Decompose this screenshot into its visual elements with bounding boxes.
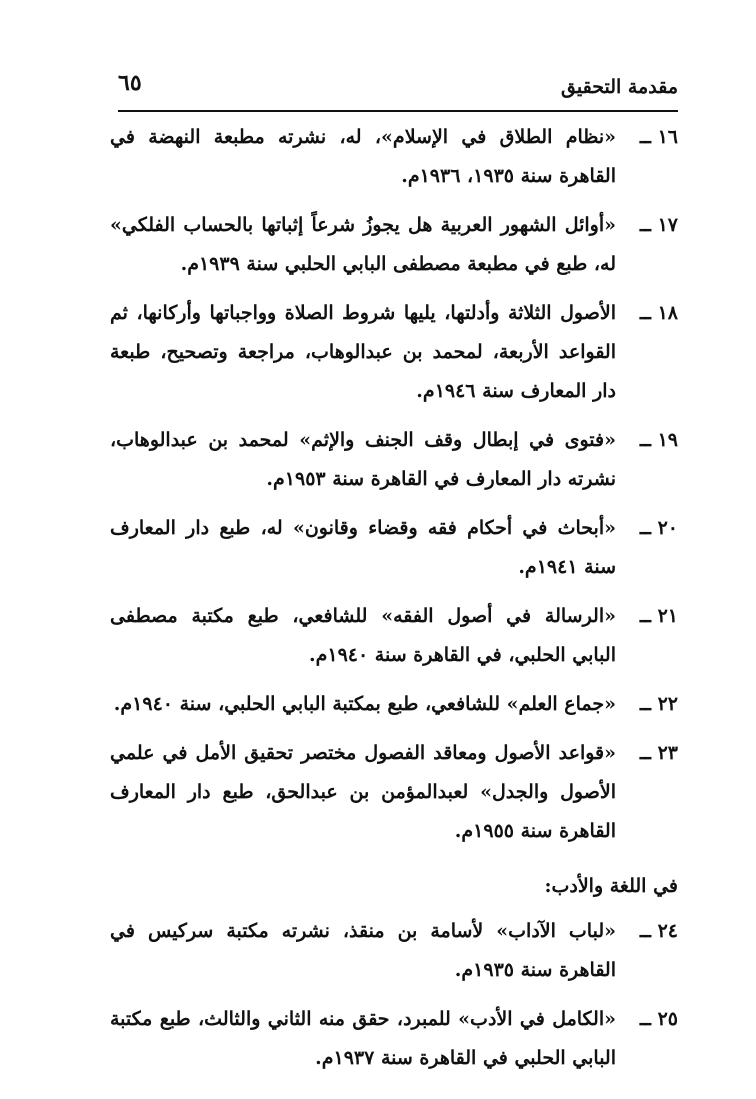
entry-text: «الرسالة في أصول الفقه» للشافعي، طبع مكتبة مصطفى البابي الحلبي، في القاهرة سنة ١٩٤٠م. [110,605,616,666]
entry-number: ٢٥ ــ [639,1008,678,1030]
bibliography-entry-21 [110,597,678,675]
bibliography-entry-23 [110,734,678,851]
bibliography-entry-16 [110,118,678,196]
entry-number: ١٩ ــ [639,429,678,451]
entry-text: «أوائل الشهور العربية هل يجوزُ شرعاً إثباتها بالحساب الفلكي» له، طبع في مطبعة مصطفى البابي الحلبي سنة ١٩٣٩م. [110,214,616,275]
bibliography-entry-20 [110,509,678,587]
entry-number: ١٨ ــ [639,302,678,324]
entry-text: «فتوى في إبطال وقف الجنف والإثم» لمحمد بن عبدالوهاب، نشرته دار المعارف في القاهرة سنة ١٩٥٣م. [110,429,616,490]
entry-number: ١٧ ــ [639,214,678,236]
page-number: ٦٥ [118,70,142,96]
entry-text: «أبحاث في أحكام فقه وقضاء وقانون» له، طبع دار المعارف سنة ١٩٤١م. [110,517,616,578]
bibliography-list [110,118,678,1088]
entry-text: «قواعد الأصول ومعاقد الفصول مختصر تحقيق الأمل في علمي الأصول والجدل» لعبدالمؤمن بن عبدالحق، طبع دار المعارف القاهرة سنة ١٩٥٥م. [110,742,616,842]
entry-number: ١٦ ــ [639,126,678,148]
entry-number: ٢٠ ــ [639,517,678,539]
entry-number: ٢٢ ــ [639,693,678,715]
bibliography-entry-25 [110,1000,678,1078]
entry-text: «الكامل في الأدب» للمبرد، حقق منه الثاني والثالث، طبع مكتبة البابي الحلبي في القاهرة سنة ١٩٣٧م. [110,1008,616,1069]
entry-number: ٢٣ ــ [639,742,678,764]
entry-text: «جماع العلم» للشافعي، طبع بمكتبة البابي الحلبي، سنة ١٩٤٠م. [113,693,616,715]
entry-text: «لباب الآداب» لأسامة بن منقذ، نشرته مكتبة سركيس في القاهرة سنة ١٩٣٥م. [110,920,616,981]
section-heading: في اللغة والأدب: [544,875,678,897]
bibliography-entry-24 [110,912,678,990]
entry-number: ٢١ ــ [639,605,678,627]
bibliography-entry-18 [110,294,678,411]
header-rule [118,110,678,112]
bibliography-entry-17 [110,206,678,284]
page-header [118,70,678,106]
bibliography-entry-19 [110,421,678,499]
running-title: مقدمة التحقيق [561,76,678,98]
entry-text: «نظام الطلاق في الإسلام»، له، نشرته مطبعة النهضة في القاهرة سنة ١٩٣٥، ١٩٣٦م. [110,126,616,187]
entry-text: الأصول الثلاثة وأدلتها، يليها شروط الصلاة وواجباتها وأركانها، ثم القواعد الأربعة، لمحمد بن عبدالوهاب، مراجعة وتصحيح، طبعة دار المعارف سنة ١٩٤٦م. [110,302,617,402]
bibliography-entry-22 [110,685,678,724]
entry-number: ٢٤ ــ [639,920,678,942]
